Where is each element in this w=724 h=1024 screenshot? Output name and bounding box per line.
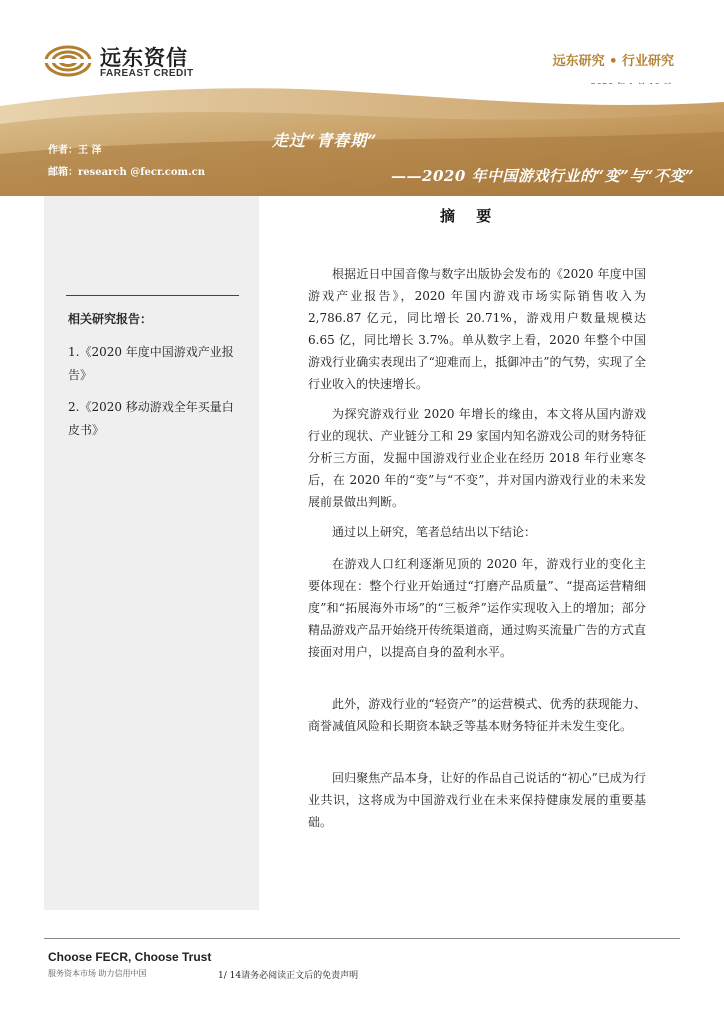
footer-tagline: 服务资本市场 助力信用中国: [48, 969, 147, 978]
abstract-paragraph: 此外，游戏行业的“轻资产”的运营模式、优秀的获现能力、商誉减值风险和长期资本缺乏等基本财务特征并未发生变化。: [308, 697, 646, 733]
abstract-paragraph: 为探究游戏行业 2020 年增长的缘由，本文将从国内游戏行业的现状、产业链分工和 29 家国内知名游戏公司的财务特征分析三方面，发掘中国游戏行业企业在经历 2018 年行业寒冬后，在 2020 年的“变”与“不变”，并对国内游戏行业的未来发展前景做出判断。: [308, 407, 646, 509]
footer-divider: [44, 938, 680, 939]
report-subtitle: ——2020 年中国游戏行业的“变”与“不变”: [391, 167, 694, 185]
logo-chinese-name: 远东资信: [100, 46, 188, 70]
abstract-paragraph: 在游戏人口红利逐渐见顶的 2020 年，游戏行业的变化主要体现在：整个行业开始通过“打磨产品质量”、“提高运营精细度”和“拓展海外市场”的“三板斧”运作实现收入上的增加；部分精品游戏产品开始绕开传统渠道商，通过购买流量广告的方式直接面对用户，以提高自身的盈利水平。: [308, 557, 646, 659]
sidebar-divider: [66, 295, 239, 296]
related-report-item[interactable]: 2.《2020 移动游戏全年买量白皮书》: [68, 400, 234, 437]
abstract-paragraph: 通过以上研究，笔者总结出以下结论：: [332, 525, 537, 539]
author-email: 邮箱：research @fecr.com.cn: [48, 167, 205, 178]
report-title: 走过“青春期”: [272, 131, 378, 150]
abstract-paragraph: 根据近日中国音像与数字出版协会发布的《2020 年度中国游戏产业报告》，2020 年国内游戏市场实际销售收入为 2,786.87 亿元，同比增长 20.71%，游戏用户数量规模达 6.65 亿，同比增长 3.7%。单从数字上看，2020 年整个中国游戏行业确实表现出了“迎难而上，抵御冲击”的气势，实现了全行业收入的快速增长。: [308, 267, 646, 391]
page-number-disclaimer: 1/ 14请务必阅读正文后的免责声明: [218, 971, 359, 981]
logo-english-name: FAREAST CREDIT: [100, 68, 194, 79]
sidebar-panel: [44, 196, 259, 910]
abstract-paragraph: 回归聚焦产品本身，让好的作品自己说话的“初心”已成为行业共识，这将成为中国游戏行业在未来保持健康发展的重要基础。: [308, 771, 646, 829]
author: 作者：王 泽: [48, 145, 102, 156]
abstract-heading: 摘 要: [440, 207, 500, 225]
footer-slogan: Choose FECR, Choose Trust: [48, 950, 212, 964]
report-category: 远东研究 • 行业研究: [552, 54, 674, 69]
fecr-logo-icon: [44, 44, 92, 78]
related-report-item[interactable]: 1.《2020 年度中国游戏产业报告》: [68, 345, 234, 382]
related-reports-heading: 相关研究报告：: [68, 312, 153, 326]
